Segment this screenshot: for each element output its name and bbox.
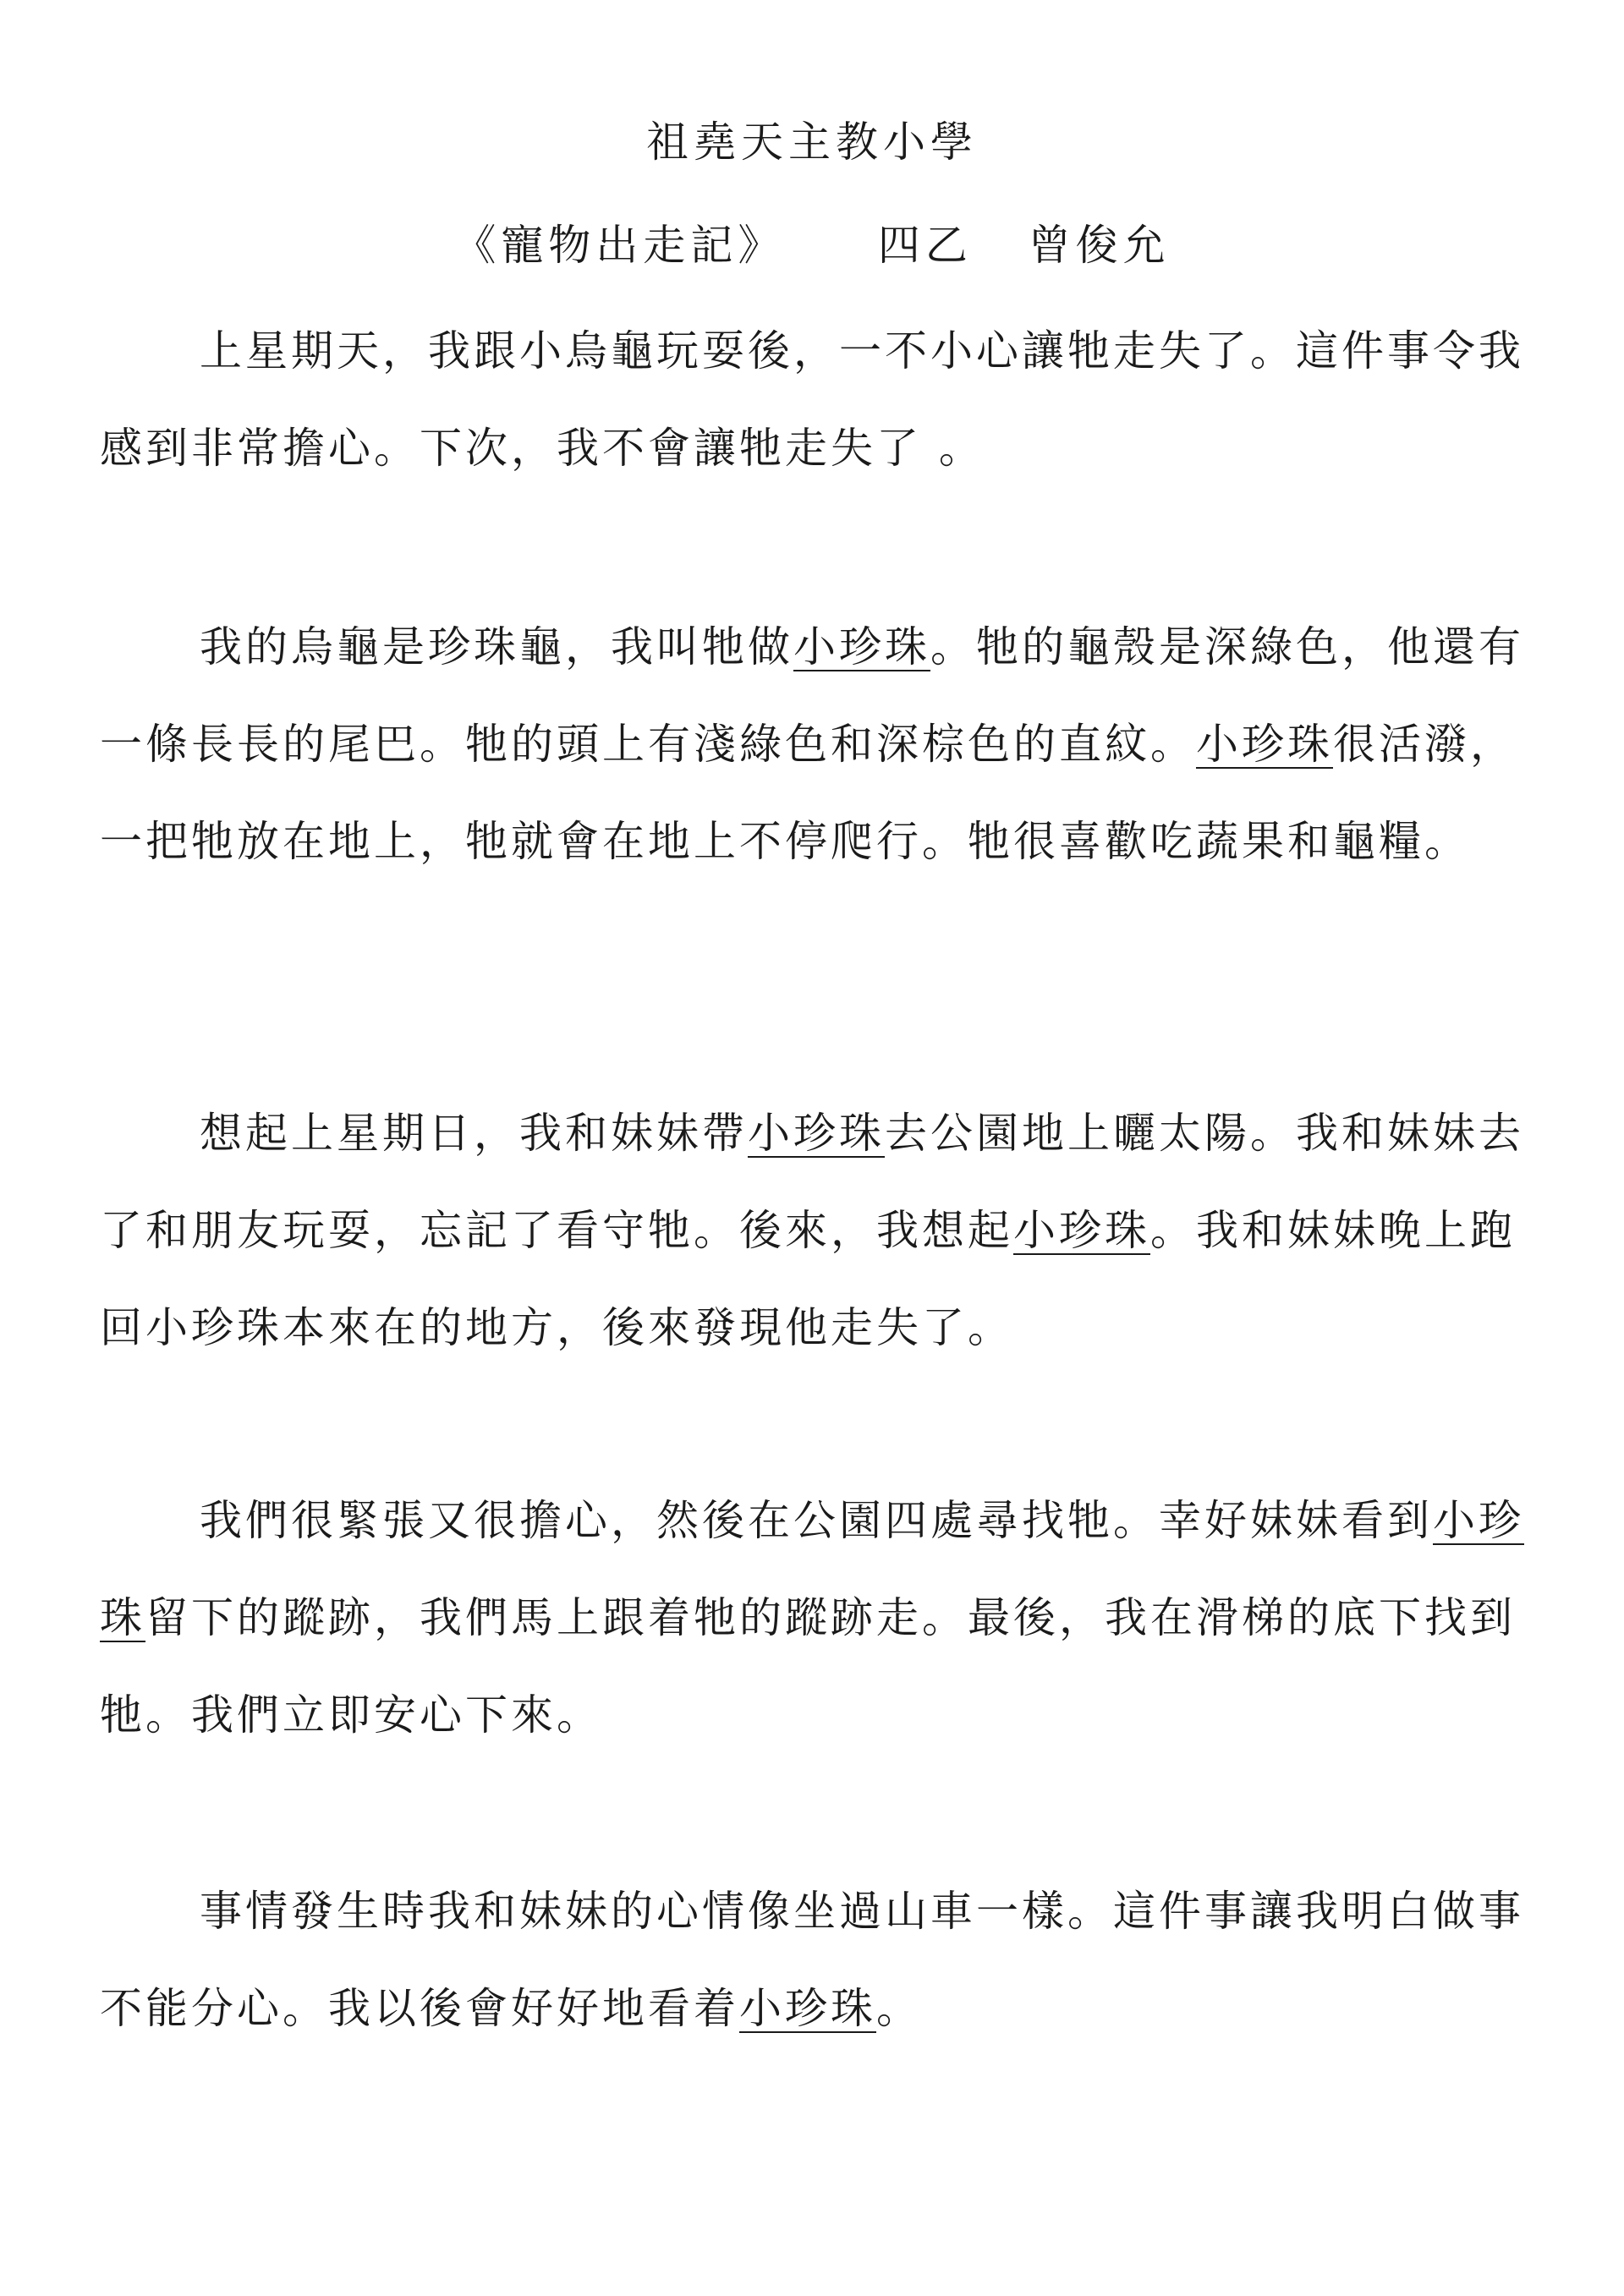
pet-name-underlined: 小珍珠 bbox=[739, 1984, 876, 2033]
pet-name-underlined: 小珍珠 bbox=[1013, 1206, 1150, 1255]
paragraph-3-text-e: 。我和妹妹晚上跑回小珍珠本來在的地方，後來發現他走失了。 bbox=[100, 1206, 1516, 1352]
paragraph-2-text-c: 。牠的龜殼是深綠色，他還有一條長長的尾巴。牠的頭上有淺綠色和深棕色的直紋。 bbox=[100, 622, 1524, 769]
paragraph-2 bbox=[100, 599, 1538, 890]
paragraph-5-text-a: 事情發生時我和妹妹的心情像坐過山車一樣。這件事讓我明白做事不能分心。我以後會好好地看着 bbox=[100, 1887, 1524, 2033]
paragraph-3-text-a: 想起上星期日，我和妹妹帶 bbox=[200, 1109, 748, 1158]
paragraph-2-text-e: 很活潑，一把牠放在地上，牠就會在地上不停爬行。牠很喜歡吃蔬果和龜糧。 bbox=[100, 720, 1516, 866]
paragraph-2-text-a: 我的烏龜是珍珠龜，我叫牠做 bbox=[200, 622, 793, 671]
paragraph-1-text: 上星期天，我跟小烏龜玩耍後，一不小心讓牠走失了。這件事令我感到非常擔心。下次，我不會讓牠走失了 。 bbox=[100, 326, 1524, 473]
pet-name-underlined: 小珍珠 bbox=[748, 1109, 885, 1158]
essay-title-line: 《寵物出走記》 四乙 曾俊允 bbox=[453, 221, 1171, 270]
pet-name-underlined: 小珍珠 bbox=[793, 622, 930, 671]
pet-name-underlined: 小珍珠 bbox=[1196, 720, 1333, 769]
pet-name-underlined: 小珍珠 bbox=[100, 1496, 1524, 1642]
paragraph-3-text-c: 去公園地上曬太陽。我和妹妹去了和朋友玩耍，忘記了看守牠。後來，我想起 bbox=[100, 1109, 1524, 1255]
paragraph-4-text-c: 留下的蹤跡，我們馬上跟着牠的蹤跡走。最後，我在滑梯的底下找到牠。我們立即安心下來。 bbox=[100, 1593, 1516, 1740]
paragraph-5 bbox=[100, 1863, 1538, 2058]
paragraph-3 bbox=[100, 1085, 1538, 1377]
paragraph-1 bbox=[100, 303, 1538, 497]
school-name: 祖堯天主教小學 bbox=[646, 118, 978, 167]
paragraph-4-text-a: 我們很緊張又很擔心，然後在公園四處尋找牠。幸好妹妹看到 bbox=[200, 1496, 1433, 1545]
paragraph-4 bbox=[100, 1472, 1538, 1764]
paragraph-5-text-c: 。 bbox=[876, 1984, 922, 2033]
